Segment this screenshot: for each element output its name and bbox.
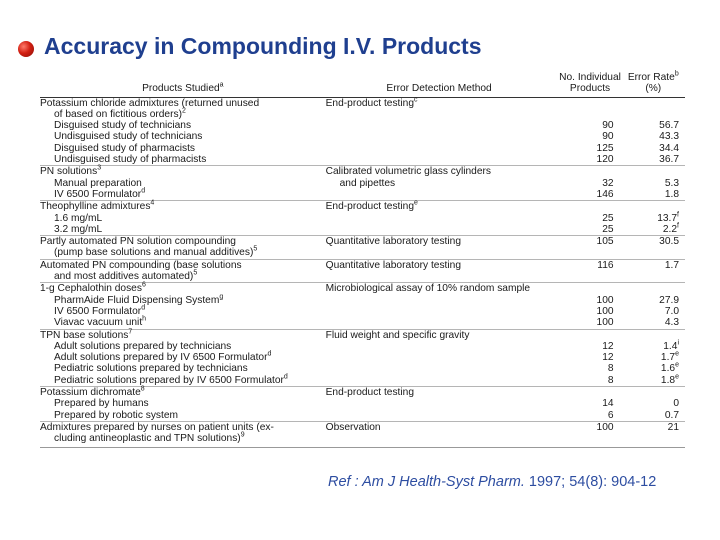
cell-number: 8 <box>607 374 614 386</box>
cell-number <box>553 109 628 120</box>
cell-method <box>326 189 553 201</box>
cell-error-rate: 1.7 <box>628 259 685 271</box>
cell-error-rate: 0 <box>673 398 679 410</box>
cell-error-rate <box>628 433 685 444</box>
compounding-accuracy-table <box>40 72 685 449</box>
cell-error-rate: 1.6e <box>660 362 679 375</box>
cell-error-rate: 34.4 <box>659 142 679 154</box>
table-row <box>40 387 685 399</box>
cell-error-rate: 1.8e <box>660 373 679 386</box>
cell-product: Undisguised study of pharmacists <box>54 154 207 166</box>
cell-product: 1.6 mg/mL <box>54 212 103 224</box>
cell-number <box>553 283 628 295</box>
cell-error-rate: 7.0 <box>664 305 679 317</box>
table-row <box>40 306 685 317</box>
reference-citation: Ref : Am J Health-Syst Pharm. 1997; 54(8): 904-12 <box>328 474 657 490</box>
cell-number: 100 <box>553 421 628 433</box>
cell-error-rate <box>628 247 685 259</box>
table-row <box>40 131 685 142</box>
cell-method <box>326 143 553 154</box>
cell-error-rate: 1.7e <box>660 350 679 364</box>
cell-method: End-product testing$^e$ <box>326 201 553 213</box>
cell-product: Admixtures prepared by nurses on patient units (ex- <box>40 421 326 433</box>
cell-method: End-product testing <box>326 387 553 399</box>
cell-number: 25 <box>602 223 614 235</box>
cell-error-rate: 1.8 <box>664 188 679 200</box>
cell-product: and most additives automated)$^5$ <box>54 269 198 283</box>
header-number-products: No. Individual Products <box>553 72 628 97</box>
table-row <box>40 120 685 131</box>
cell-number <box>553 329 628 341</box>
cell-error-rate <box>628 283 685 295</box>
cell-error-rate: 1.4$^i$ <box>663 339 679 352</box>
cell-product: Manual preparation <box>54 177 142 189</box>
cell-product: 3.2 mg/mL <box>54 223 103 235</box>
cell-number: 116 <box>553 259 628 271</box>
table-row <box>40 352 685 363</box>
table-row <box>40 236 685 248</box>
cell-number: 90 <box>602 120 614 132</box>
cell-method <box>326 306 553 317</box>
cell-product: Potassium chloride admixtures (returned unused <box>40 97 260 109</box>
cell-method: Quantitative laboratory testing <box>326 236 553 248</box>
cell-product: Potassium dichromate$^8$ <box>40 387 326 399</box>
cell-method <box>326 410 553 422</box>
cell-error-rate: 56.7 <box>659 120 679 132</box>
table-row <box>40 189 685 201</box>
cell-product: 1-g Cephalothin doses$^6$ <box>40 283 326 295</box>
table-row <box>40 375 685 387</box>
cell-product: Pediatric solutions prepared by IV 6500 Formulator$^d$ <box>54 373 288 386</box>
cell-number: 100 <box>596 305 614 317</box>
cell-error-rate: 30.5 <box>628 236 685 248</box>
cell-number <box>553 387 628 399</box>
cell-number: 146 <box>596 188 614 200</box>
table-row <box>40 247 685 259</box>
table-row <box>40 97 685 109</box>
table-row <box>40 421 685 433</box>
cell-method <box>326 120 553 131</box>
cell-method <box>326 109 553 120</box>
cell-number: 25 <box>602 212 614 224</box>
cell-number: 14 <box>602 398 614 410</box>
cell-number <box>553 433 628 444</box>
cell-method <box>326 224 553 236</box>
cell-product: Prepared by humans <box>54 398 149 410</box>
cell-method <box>326 131 553 142</box>
table-row <box>40 317 685 329</box>
cell-number: 32 <box>602 177 614 189</box>
cell-number: 100 <box>596 294 614 306</box>
cell-product: Adult solutions prepared by IV 6500 Formulator$^d$ <box>54 350 272 364</box>
cell-method: Microbiological assay of 10% random sample <box>326 283 553 295</box>
cell-method <box>326 295 553 306</box>
cell-method: End-product testing$^c$ <box>325 96 418 109</box>
table-row <box>40 154 685 166</box>
slide-title: Accuracy in Compounding I.V. Products <box>44 33 482 59</box>
table-row <box>40 213 685 224</box>
table-row <box>40 283 685 295</box>
cell-method <box>326 398 553 409</box>
cell-error-rate: 43.3 <box>659 131 679 143</box>
cell-error-rate <box>628 387 685 399</box>
table-row <box>40 329 685 341</box>
table-row <box>40 259 685 271</box>
cell-error-rate <box>628 109 685 120</box>
cell-number: 6 <box>607 409 614 421</box>
cell-number <box>553 201 628 213</box>
cell-method: Fluid weight and specific gravity <box>326 329 553 341</box>
cell-error-rate <box>628 166 685 178</box>
cell-product: PharmAide Fluid Dispensing System$^g$ <box>54 293 224 306</box>
cell-method: Observation <box>326 421 553 433</box>
table-row <box>40 166 685 178</box>
cell-product: Prepared by robotic system <box>54 409 179 421</box>
cell-product: TPN base solutions$^7$ <box>40 329 326 341</box>
cell-number: 120 <box>596 154 614 166</box>
cell-number <box>553 166 628 178</box>
cell-number: 12 <box>602 340 614 352</box>
cell-error-rate: 13.7$^f$ <box>657 211 679 224</box>
cell-method <box>326 247 553 259</box>
cell-number: 8 <box>607 363 614 375</box>
cell-number <box>553 247 628 259</box>
cell-error-rate: 0.7 <box>664 409 679 421</box>
cell-number: 105 <box>553 236 628 248</box>
cell-product: Undisguised study of technicians <box>54 131 203 143</box>
table-row <box>40 398 685 409</box>
table-row <box>40 109 685 120</box>
table-row <box>40 341 685 352</box>
cell-product: Pediatric solutions prepared by technicians <box>54 363 248 375</box>
cell-product: IV 6500 Formulator$^d$ <box>54 187 146 200</box>
cell-error-rate: 21 <box>628 421 685 433</box>
table-row <box>40 178 685 189</box>
cell-product: cluding antineoplastic and TPN solutions)$^9$ <box>54 431 245 445</box>
cell-method <box>326 271 553 283</box>
table-row <box>40 201 685 213</box>
cell-product: Disguised study of pharmacists <box>54 142 195 154</box>
cell-error-rate: 5.3 <box>664 177 679 189</box>
cell-method <box>326 363 553 374</box>
cell-method <box>326 154 553 166</box>
table-row <box>40 433 685 444</box>
cell-product: Theophylline admixtures$^4$ <box>40 201 326 213</box>
cell-error-rate: 27.9 <box>659 294 679 306</box>
cell-error-rate: 2.2$^f$ <box>662 222 679 235</box>
cell-error-rate: 36.7 <box>659 154 679 166</box>
table-row <box>40 410 685 422</box>
cell-number: 100 <box>596 317 614 329</box>
cell-product: Automated PN compounding (base solutions <box>40 259 326 271</box>
cell-number: 90 <box>602 131 614 143</box>
cell-number <box>553 271 628 283</box>
cell-number: 12 <box>602 352 614 364</box>
cell-method <box>326 213 553 224</box>
cell-product: Adult solutions prepared by technicians <box>54 340 232 352</box>
cell-product: Disguised study of technicians <box>54 120 192 132</box>
cell-number: 125 <box>596 142 614 154</box>
table-header-row <box>40 72 685 97</box>
cell-error-rate: 4.3 <box>664 317 679 329</box>
cell-method <box>326 317 553 329</box>
cell-method <box>326 433 553 444</box>
table-row <box>40 295 685 306</box>
cell-product: of based on fictitious orders)$^2$ <box>54 107 186 120</box>
cell-method <box>326 352 553 363</box>
cell-product: Partly automated PN solution compounding <box>40 236 326 248</box>
cell-product: PN solutions$^3$ <box>40 166 326 178</box>
header-products-studied: Products Studied$^a$ <box>40 72 326 97</box>
table-row <box>40 363 685 374</box>
red-bullet-icon <box>18 41 34 57</box>
cell-method <box>326 375 553 387</box>
cell-product: (pump base solutions and manual additives)$^5$ <box>54 246 258 259</box>
table-row <box>40 271 685 283</box>
cell-product: Viavac vacuum unit$^h$ <box>54 315 147 329</box>
cell-product: IV 6500 Formulator$^d$ <box>54 304 146 317</box>
table-bottom-rule <box>40 447 685 449</box>
cell-method <box>326 341 553 352</box>
table-row <box>40 224 685 236</box>
cell-error-rate <box>628 97 685 109</box>
header-error-detection-method: Error Detection Method <box>326 72 553 97</box>
table-row <box>40 143 685 154</box>
cell-method: Calibrated volumetric glass cylinders <box>326 166 553 178</box>
cell-method: and pipettes <box>339 177 396 189</box>
cell-number <box>553 97 628 109</box>
cell-method: Quantitative laboratory testing <box>326 259 553 271</box>
header-error-rate: Error Rate$^b$ (%) <box>628 72 685 97</box>
cell-error-rate <box>628 271 685 283</box>
